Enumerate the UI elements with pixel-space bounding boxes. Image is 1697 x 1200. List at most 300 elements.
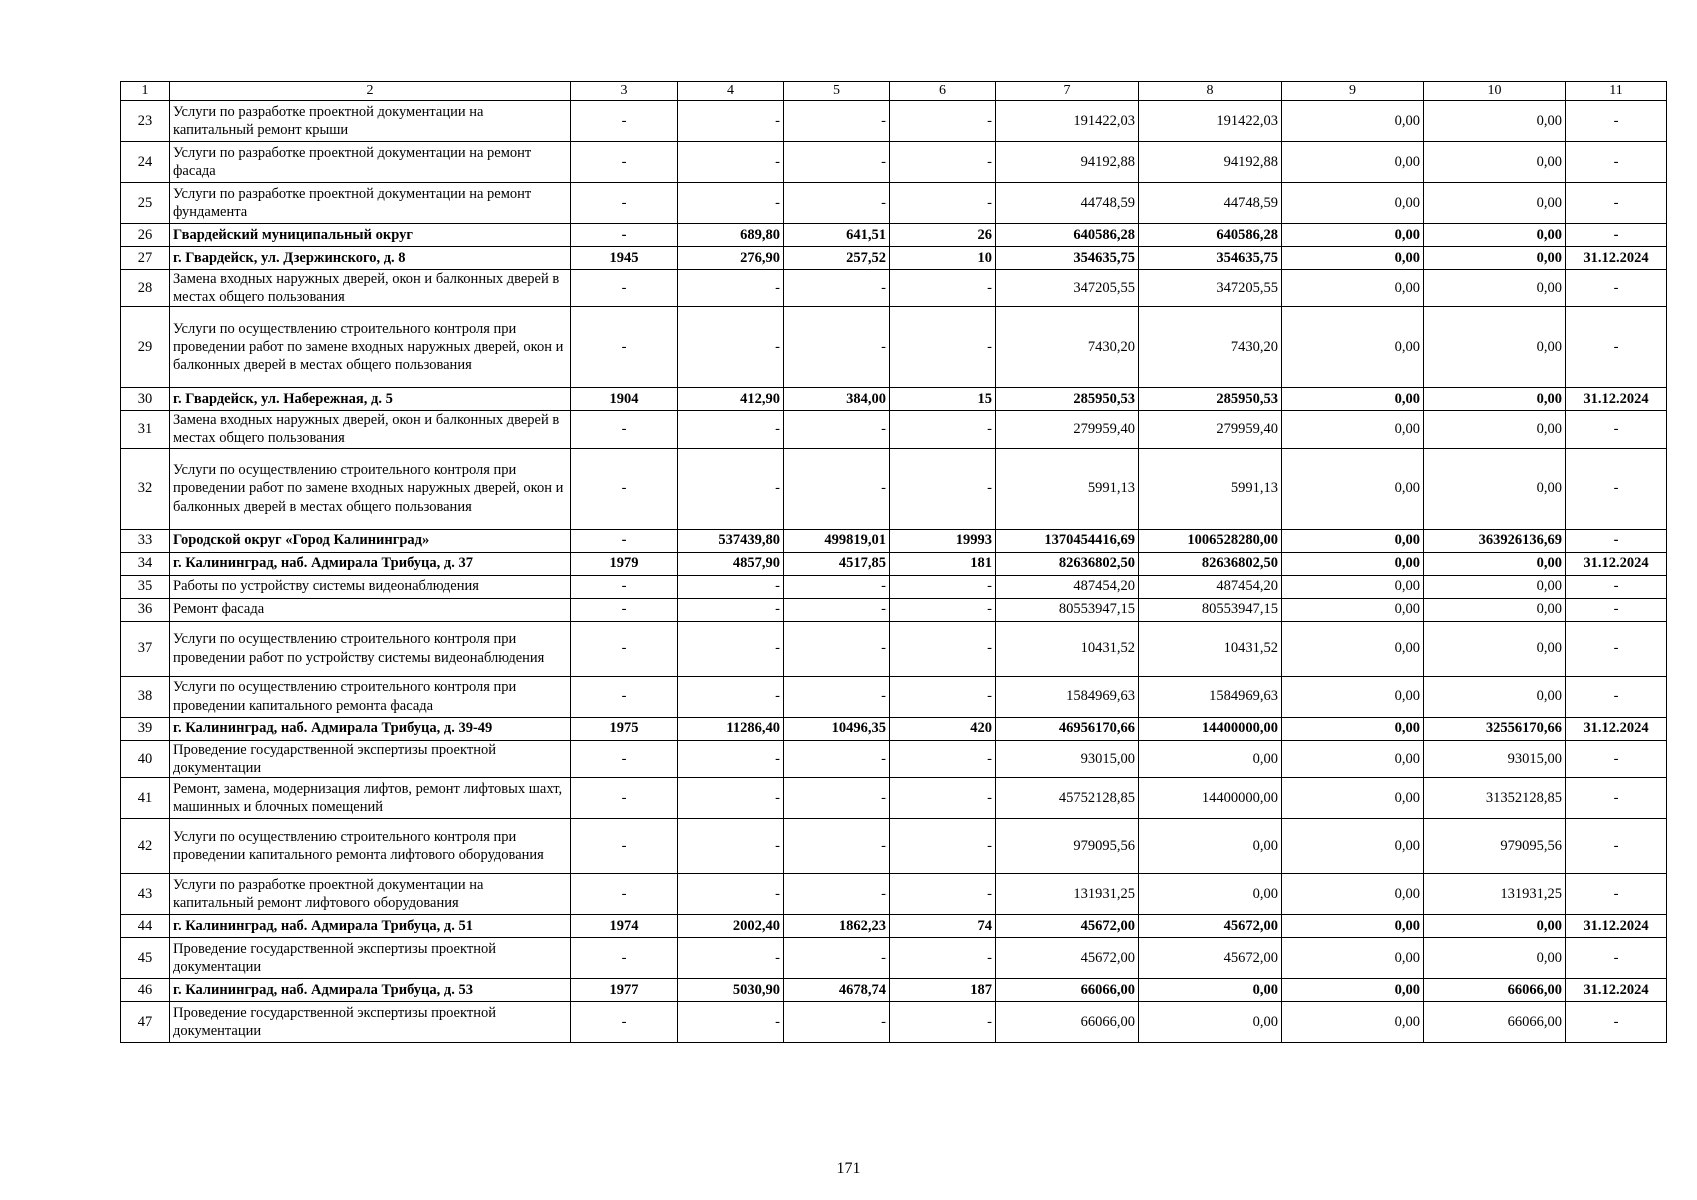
item-name-cell: г. Гвардейск, ул. Набережная, д. 5: [170, 388, 571, 411]
value-cell: 0,00: [1139, 978, 1282, 1001]
row-number-cell: 45: [121, 937, 170, 978]
column-header: 7: [996, 82, 1139, 101]
row-number-cell: 46: [121, 978, 170, 1001]
value-cell: -: [890, 101, 996, 142]
value-cell: 0,00: [1282, 914, 1424, 937]
value-cell: 0,00: [1424, 183, 1566, 224]
value-cell: 0,00: [1282, 101, 1424, 142]
value-cell: -: [784, 676, 890, 717]
table-row: [121, 978, 1667, 1001]
value-cell: 0,00: [1282, 247, 1424, 270]
value-cell: 0,00: [1282, 740, 1424, 777]
value-cell: 979095,56: [1424, 818, 1566, 873]
table-row: [121, 552, 1667, 575]
value-cell: 384,00: [784, 388, 890, 411]
value-cell: -: [890, 676, 996, 717]
row-number-cell: 47: [121, 1001, 170, 1042]
value-cell: 279959,40: [1139, 411, 1282, 448]
value-cell: -: [1566, 101, 1667, 142]
value-cell: 0,00: [1282, 777, 1424, 818]
table-row: [121, 448, 1667, 529]
value-cell: 0,00: [1282, 873, 1424, 914]
value-cell: 0,00: [1424, 411, 1566, 448]
value-cell: 1584969,63: [996, 676, 1139, 717]
value-cell: 10496,35: [784, 717, 890, 740]
value-cell: -: [678, 621, 784, 676]
value-cell: 0,00: [1424, 224, 1566, 247]
value-cell: 0,00: [1424, 142, 1566, 183]
value-cell: 0,00: [1139, 818, 1282, 873]
value-cell: 0,00: [1424, 575, 1566, 598]
value-cell: -: [1566, 307, 1667, 388]
value-cell: 0,00: [1282, 575, 1424, 598]
value-cell: -: [784, 101, 890, 142]
value-cell: -: [784, 411, 890, 448]
column-header: 10: [1424, 82, 1566, 101]
value-cell: 0,00: [1424, 270, 1566, 307]
table-row: [121, 621, 1667, 676]
row-number-cell: 25: [121, 183, 170, 224]
value-cell: -: [784, 183, 890, 224]
value-cell: -: [571, 873, 678, 914]
value-cell: -: [1566, 411, 1667, 448]
page-number: 171: [836, 1160, 861, 1177]
value-cell: 131931,25: [1424, 873, 1566, 914]
value-cell: -: [890, 142, 996, 183]
table-row: [121, 676, 1667, 717]
value-cell: -: [784, 621, 890, 676]
value-cell: 181: [890, 552, 996, 575]
value-cell: 689,80: [678, 224, 784, 247]
value-cell: 487454,20: [1139, 575, 1282, 598]
item-name-cell: Услуги по разработке проектной документации на капитальный ремонт крыши: [170, 101, 571, 142]
column-header: 2: [170, 82, 571, 101]
value-cell: 0,00: [1424, 247, 1566, 270]
value-cell: 487454,20: [996, 575, 1139, 598]
row-number-cell: 26: [121, 224, 170, 247]
row-number-cell: 44: [121, 914, 170, 937]
value-cell: -: [571, 307, 678, 388]
value-cell: -: [678, 142, 784, 183]
value-cell: -: [571, 621, 678, 676]
value-cell: -: [1566, 1001, 1667, 1042]
value-cell: 285950,53: [1139, 388, 1282, 411]
value-cell: -: [1566, 270, 1667, 307]
value-cell: -: [678, 183, 784, 224]
value-cell: -: [1566, 873, 1667, 914]
item-name-cell: Проведение государственной экспертизы проектной документации: [170, 1001, 571, 1042]
item-name-cell: Услуги по осуществлению строительного контроля при проведении работ по замене входных наружных дверей, окон и балконных дверей в местах общего пользования: [170, 448, 571, 529]
value-cell: 31.12.2024: [1566, 978, 1667, 1001]
item-name-cell: Услуги по осуществлению строительного контроля при проведении работ по замене входных наружных дверей, окон и балконных дверей в местах общего пользования: [170, 307, 571, 388]
table-row: [121, 247, 1667, 270]
row-number-cell: 37: [121, 621, 170, 676]
item-name-cell: Замена входных наружных дверей, окон и балконных дверей в местах общего пользования: [170, 270, 571, 307]
value-cell: 45672,00: [1139, 914, 1282, 937]
table-row: [121, 598, 1667, 621]
value-cell: 0,00: [1139, 740, 1282, 777]
value-cell: 0,00: [1282, 142, 1424, 183]
value-cell: 0,00: [1282, 411, 1424, 448]
value-cell: 499819,01: [784, 529, 890, 552]
row-number-cell: 36: [121, 598, 170, 621]
item-name-cell: г. Калининград, наб. Адмирала Трибуца, д. 53: [170, 978, 571, 1001]
value-cell: 82636802,50: [1139, 552, 1282, 575]
value-cell: 31.12.2024: [1566, 552, 1667, 575]
value-cell: 1862,23: [784, 914, 890, 937]
value-cell: 31.12.2024: [1566, 717, 1667, 740]
value-cell: 1975: [571, 717, 678, 740]
value-cell: -: [571, 1001, 678, 1042]
value-cell: 1370454416,69: [996, 529, 1139, 552]
row-number-cell: 39: [121, 717, 170, 740]
value-cell: -: [678, 575, 784, 598]
value-cell: -: [571, 142, 678, 183]
value-cell: 66066,00: [996, 1001, 1139, 1042]
value-cell: -: [1566, 676, 1667, 717]
value-cell: -: [784, 142, 890, 183]
value-cell: 1979: [571, 552, 678, 575]
value-cell: 10431,52: [1139, 621, 1282, 676]
value-cell: -: [678, 777, 784, 818]
table-row: [121, 717, 1667, 740]
value-cell: 2002,40: [678, 914, 784, 937]
value-cell: -: [890, 575, 996, 598]
value-cell: 11286,40: [678, 717, 784, 740]
value-cell: 0,00: [1424, 388, 1566, 411]
value-cell: 191422,03: [996, 101, 1139, 142]
value-cell: -: [571, 740, 678, 777]
row-number-cell: 43: [121, 873, 170, 914]
value-cell: 979095,56: [996, 818, 1139, 873]
value-cell: 0,00: [1282, 448, 1424, 529]
value-cell: -: [678, 101, 784, 142]
column-header: 1: [121, 82, 170, 101]
value-cell: 420: [890, 717, 996, 740]
value-cell: 46956170,66: [996, 717, 1139, 740]
value-cell: 1006528280,00: [1139, 529, 1282, 552]
table-row: [121, 183, 1667, 224]
item-name-cell: Ремонт, замена, модернизация лифтов, ремонт лифтовых шахт, машинных и блочных помещений: [170, 777, 571, 818]
value-cell: -: [571, 101, 678, 142]
value-cell: 66066,00: [1424, 978, 1566, 1001]
row-number-cell: 40: [121, 740, 170, 777]
value-cell: -: [571, 575, 678, 598]
value-cell: -: [1566, 937, 1667, 978]
value-cell: 412,90: [678, 388, 784, 411]
table-row: [121, 142, 1667, 183]
value-cell: 31.12.2024: [1566, 914, 1667, 937]
row-number-cell: 33: [121, 529, 170, 552]
column-header: 6: [890, 82, 996, 101]
value-cell: -: [890, 448, 996, 529]
value-cell: 0,00: [1282, 978, 1424, 1001]
value-cell: 0,00: [1282, 676, 1424, 717]
value-cell: 31.12.2024: [1566, 388, 1667, 411]
value-cell: 640586,28: [996, 224, 1139, 247]
value-cell: -: [890, 411, 996, 448]
value-cell: -: [890, 1001, 996, 1042]
row-number-cell: 31: [121, 411, 170, 448]
value-cell: -: [784, 740, 890, 777]
table-row: [121, 914, 1667, 937]
item-name-cell: Услуги по осуществлению строительного контроля при проведении капитального ремонта фасада: [170, 676, 571, 717]
table-row: [121, 101, 1667, 142]
value-cell: -: [571, 183, 678, 224]
row-number-cell: 30: [121, 388, 170, 411]
value-cell: 354635,75: [996, 247, 1139, 270]
value-cell: 1977: [571, 978, 678, 1001]
value-cell: -: [784, 873, 890, 914]
item-name-cell: Городской округ «Город Калининград»: [170, 529, 571, 552]
value-cell: -: [678, 448, 784, 529]
value-cell: 640586,28: [1139, 224, 1282, 247]
value-cell: -: [571, 448, 678, 529]
value-cell: 45672,00: [996, 914, 1139, 937]
value-cell: -: [1566, 818, 1667, 873]
value-cell: -: [1566, 740, 1667, 777]
table-row: [121, 873, 1667, 914]
value-cell: 0,00: [1282, 183, 1424, 224]
table-row: [121, 818, 1667, 873]
value-cell: -: [890, 818, 996, 873]
table-row: [121, 307, 1667, 388]
item-name-cell: Услуги по осуществлению строительного контроля при проведении работ по устройству системы видеонаблюдения: [170, 621, 571, 676]
value-cell: -: [890, 777, 996, 818]
row-number-cell: 28: [121, 270, 170, 307]
value-cell: 5991,13: [1139, 448, 1282, 529]
row-number-cell: 34: [121, 552, 170, 575]
value-cell: 0,00: [1424, 552, 1566, 575]
table-row: [121, 575, 1667, 598]
value-cell: -: [571, 777, 678, 818]
table-row: [121, 1001, 1667, 1042]
value-cell: 93015,00: [996, 740, 1139, 777]
table-row: [121, 740, 1667, 777]
value-cell: 0,00: [1282, 598, 1424, 621]
value-cell: 0,00: [1424, 937, 1566, 978]
value-cell: -: [784, 598, 890, 621]
value-cell: 1974: [571, 914, 678, 937]
value-cell: -: [1566, 777, 1667, 818]
value-cell: -: [571, 270, 678, 307]
value-cell: 4857,90: [678, 552, 784, 575]
value-cell: -: [890, 937, 996, 978]
column-header: 11: [1566, 82, 1667, 101]
value-cell: -: [678, 873, 784, 914]
item-name-cell: Услуги по разработке проектной документации на ремонт фундамента: [170, 183, 571, 224]
value-cell: 82636802,50: [996, 552, 1139, 575]
value-cell: 279959,40: [996, 411, 1139, 448]
capital-repair-table: [120, 81, 1667, 1043]
value-cell: 0,00: [1139, 873, 1282, 914]
value-cell: 0,00: [1424, 621, 1566, 676]
value-cell: 131931,25: [996, 873, 1139, 914]
value-cell: -: [571, 598, 678, 621]
value-cell: -: [784, 448, 890, 529]
value-cell: 14400000,00: [1139, 717, 1282, 740]
value-cell: 93015,00: [1424, 740, 1566, 777]
value-cell: -: [571, 818, 678, 873]
row-number-cell: 23: [121, 101, 170, 142]
item-name-cell: Ремонт фасада: [170, 598, 571, 621]
value-cell: 4678,74: [784, 978, 890, 1001]
table-row: [121, 777, 1667, 818]
value-cell: -: [784, 1001, 890, 1042]
value-cell: 0,00: [1424, 676, 1566, 717]
row-number-cell: 27: [121, 247, 170, 270]
item-name-cell: Проведение государственной экспертизы проектной документации: [170, 937, 571, 978]
value-cell: 0,00: [1282, 621, 1424, 676]
column-header: 8: [1139, 82, 1282, 101]
column-header: 3: [571, 82, 678, 101]
value-cell: -: [571, 937, 678, 978]
value-cell: -: [678, 818, 784, 873]
value-cell: -: [784, 777, 890, 818]
value-cell: 0,00: [1282, 270, 1424, 307]
value-cell: -: [1566, 621, 1667, 676]
value-cell: -: [571, 529, 678, 552]
value-cell: 0,00: [1424, 598, 1566, 621]
value-cell: 94192,88: [1139, 142, 1282, 183]
item-name-cell: г. Калининград, наб. Адмирала Трибуца, д. 39-49: [170, 717, 571, 740]
value-cell: 45672,00: [1139, 937, 1282, 978]
value-cell: -: [571, 411, 678, 448]
column-header: 4: [678, 82, 784, 101]
value-cell: 4517,85: [784, 552, 890, 575]
value-cell: -: [678, 676, 784, 717]
value-cell: 191422,03: [1139, 101, 1282, 142]
value-cell: 0,00: [1424, 101, 1566, 142]
value-cell: 1584969,63: [1139, 676, 1282, 717]
value-cell: 66066,00: [996, 978, 1139, 1001]
value-cell: 1904: [571, 388, 678, 411]
row-number-cell: 42: [121, 818, 170, 873]
table-row: [121, 388, 1667, 411]
value-cell: 31.12.2024: [1566, 247, 1667, 270]
value-cell: 0,00: [1282, 1001, 1424, 1042]
row-number-cell: 32: [121, 448, 170, 529]
value-cell: 44748,59: [996, 183, 1139, 224]
row-number-cell: 29: [121, 307, 170, 388]
item-name-cell: Услуги по разработке проектной документации на капитальный ремонт лифтового оборудования: [170, 873, 571, 914]
item-name-cell: Гвардейский муниципальный округ: [170, 224, 571, 247]
value-cell: 80553947,15: [1139, 598, 1282, 621]
table-row: [121, 270, 1667, 307]
value-cell: 94192,88: [996, 142, 1139, 183]
value-cell: 44748,59: [1139, 183, 1282, 224]
row-number-cell: 24: [121, 142, 170, 183]
value-cell: 0,00: [1282, 529, 1424, 552]
value-cell: -: [890, 598, 996, 621]
value-cell: -: [678, 270, 784, 307]
row-number-cell: 41: [121, 777, 170, 818]
item-name-cell: Проведение государственной экспертизы проектной документации: [170, 740, 571, 777]
value-cell: 10: [890, 247, 996, 270]
value-cell: 0,00: [1424, 914, 1566, 937]
value-cell: 0,00: [1282, 717, 1424, 740]
value-cell: 45672,00: [996, 937, 1139, 978]
value-cell: -: [678, 937, 784, 978]
value-cell: 1945: [571, 247, 678, 270]
value-cell: 257,52: [784, 247, 890, 270]
value-cell: 0,00: [1282, 818, 1424, 873]
row-number-cell: 38: [121, 676, 170, 717]
value-cell: -: [678, 307, 784, 388]
value-cell: 347205,55: [996, 270, 1139, 307]
table-row: [121, 411, 1667, 448]
value-cell: 10431,52: [996, 621, 1139, 676]
value-cell: 45752128,85: [996, 777, 1139, 818]
value-cell: 66066,00: [1424, 1001, 1566, 1042]
value-cell: 0,00: [1139, 1001, 1282, 1042]
value-cell: 354635,75: [1139, 247, 1282, 270]
value-cell: 285950,53: [996, 388, 1139, 411]
item-name-cell: г. Калининград, наб. Адмирала Трибуца, д. 37: [170, 552, 571, 575]
item-name-cell: г. Гвардейск, ул. Дзержинского, д. 8: [170, 247, 571, 270]
value-cell: 14400000,00: [1139, 777, 1282, 818]
value-cell: -: [784, 818, 890, 873]
value-cell: -: [678, 411, 784, 448]
value-cell: -: [678, 598, 784, 621]
value-cell: 74: [890, 914, 996, 937]
value-cell: 276,90: [678, 247, 784, 270]
value-cell: -: [1566, 224, 1667, 247]
row-number-cell: 35: [121, 575, 170, 598]
value-cell: 7430,20: [996, 307, 1139, 388]
item-name-cell: Замена входных наружных дверей, окон и балконных дверей в местах общего пользования: [170, 411, 571, 448]
value-cell: -: [1566, 142, 1667, 183]
value-cell: 32556170,66: [1424, 717, 1566, 740]
value-cell: -: [784, 270, 890, 307]
item-name-cell: Услуги по разработке проектной документации на ремонт фасада: [170, 142, 571, 183]
value-cell: -: [1566, 529, 1667, 552]
value-cell: 19993: [890, 529, 996, 552]
value-cell: 0,00: [1282, 307, 1424, 388]
value-cell: 26: [890, 224, 996, 247]
value-cell: -: [890, 270, 996, 307]
value-cell: 0,00: [1424, 307, 1566, 388]
item-name-cell: Услуги по осуществлению строительного контроля при проведении капитального ремонта лифтового оборудования: [170, 818, 571, 873]
value-cell: 31352128,85: [1424, 777, 1566, 818]
value-cell: -: [890, 307, 996, 388]
value-cell: -: [1566, 183, 1667, 224]
value-cell: -: [890, 183, 996, 224]
value-cell: -: [890, 873, 996, 914]
table-row: [121, 937, 1667, 978]
value-cell: -: [890, 740, 996, 777]
value-cell: 0,00: [1424, 448, 1566, 529]
value-cell: -: [1566, 448, 1667, 529]
value-cell: -: [784, 937, 890, 978]
value-cell: -: [784, 575, 890, 598]
column-header: 9: [1282, 82, 1424, 101]
value-cell: -: [784, 307, 890, 388]
value-cell: 641,51: [784, 224, 890, 247]
value-cell: -: [571, 224, 678, 247]
item-name-cell: г. Калининград, наб. Адмирала Трибуца, д. 51: [170, 914, 571, 937]
value-cell: 80553947,15: [996, 598, 1139, 621]
table-row: [121, 529, 1667, 552]
table-row: [121, 224, 1667, 247]
value-cell: 7430,20: [1139, 307, 1282, 388]
column-number-header-row: [121, 82, 1667, 101]
column-header: 5: [784, 82, 890, 101]
item-name-cell: Работы по устройству системы видеонаблюдения: [170, 575, 571, 598]
value-cell: 363926136,69: [1424, 529, 1566, 552]
value-cell: -: [890, 621, 996, 676]
value-cell: 0,00: [1282, 552, 1424, 575]
